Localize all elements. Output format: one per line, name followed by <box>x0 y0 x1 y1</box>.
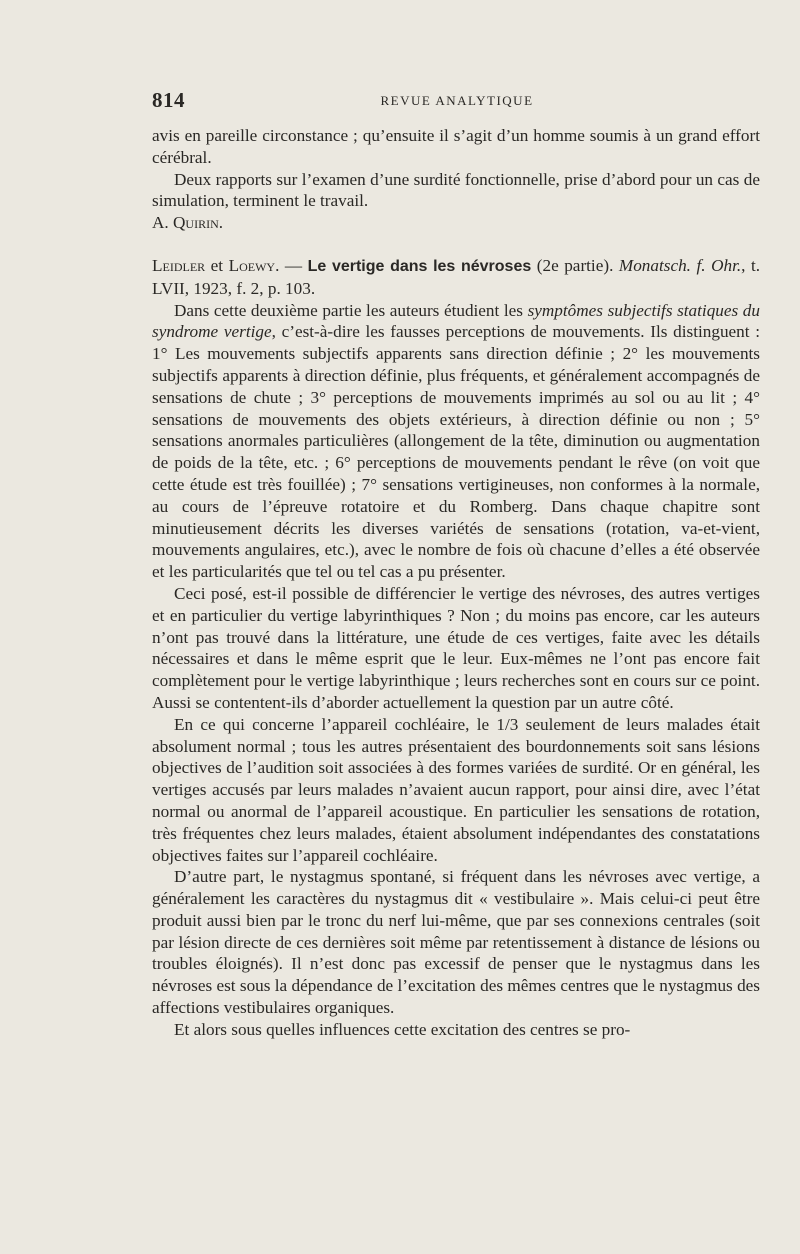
section-gap <box>152 234 760 255</box>
author-name: Loewy <box>228 255 276 275</box>
review-paragraph-2: Ceci posé, est-il possible de différencier le vertige des névroses, des autres vertiges et en particulier du vertige labyrinthiques ? Non ; du moins pas encore, car les auteurs n’ont pas trouvé dans la littérature, une étude de ces vertiges, faite avec les détails nécessaires et dans le même esprit que le leur. Eux-mêmes ne l’ont pas encore fait complètement pour le vertige labyrinthique ; leurs recherches sont en cours sur ce point. Aussi se contentent-ils d’aborder actuellement la question par un autre côté. <box>152 583 760 712</box>
author-name: Leidler <box>152 255 206 275</box>
article-title: Le vertige dans les névroses <box>307 257 532 275</box>
prev-review-signature <box>152 212 760 234</box>
page-header <box>152 88 762 114</box>
title-suffix: (2e partie). <box>531 255 614 275</box>
citation: , t. LVII, 1923, f. 2, p. 103. <box>152 255 761 298</box>
review-paragraph-3: En ce qui concerne l’appareil cochléaire, le 1/3 seulement de leurs malades était absolument normal ; tous les autres présentaient des bourdonnements soit sans lésions objectives de l’audition soit associées à des formes variées de surdité. Or en général, les vertiges accusés par leurs malades n’avaient aucun rapport, pour ainsi dire, avec l’état normal ou anormal de l’appareil acoustique. En particulier les sensations de rotation, très fréquentes chez leurs malades, étaient absolument indépendantes des constatations objectives faites sur l’appareil cochléaire. <box>152 714 760 865</box>
emphasis-text: symptômes subjectifs statiques du syndrome vertige <box>152 300 760 342</box>
prev-review-paragraph: Deux rapports sur l’examen d’une surdité fonctionnelle, prise d’abord pour un cas de simulation, terminent le travail. <box>152 169 760 211</box>
conjunction: et <box>205 255 229 275</box>
signature-text: A. Quirin. <box>152 213 224 233</box>
running-head: REVUE ANALYTIQUE <box>380 93 534 108</box>
paragraph-text: Dans cette deuxième partie les auteurs étudient les <box>174 300 528 320</box>
paragraph-text: , c’est-à-dire les fausses perceptions de mouvements. Ils distinguent : 1° Les mouvements subjectifs apparents sans direction définie ; 2° les mouvements subjectifs apparents à direction définie, plus fréquents, et généralement accompagnés de sensations de chute ; 3° perceptions de mouvements imprimés au sol ou au lit ; 4° sensations de mouvements des objets extérieurs, à direction définie ou non ; 5° sensations anormales particulières (allongement de la tête, diminution ou augmentation de poids de la tête, etc. ; 6° perceptions de mouvements pendant le rêve (on voit que cette étude est très fouillée) ; 7° sensations vertigineuses, non conformes à la normale, au cours de l’épreuve rotatoire et du Romberg. Dans chaque chapitre sont minutieusement décrits les diverses variétés de sensations (rotation, va-et-vient, mouvements angulaires, etc.), avec le nombre de fois où chacune d’elles a été observée et les particularités que tel ou tel cas a pu présenter. <box>152 322 760 582</box>
review-paragraph-4: D’autre part, le nystagmus spontané, si fréquent dans les névroses avec vertige, a généralement les caractères du nystagmus dit « vestibulaire ». Mais celui-ci peut être produit aussi bien par le tronc du nerf lui-même, que par ses connexions centrales (soit par lésion directe de ces dernières soit même par retentissement à distance de lésions ou troubles éloignés). Il n’est donc pas excessif de penser que le nystagmus dans les névroses est sous la dépendance de l’excitation des mêmes centres que le nystagmus des affections vestibulaires organiques. <box>152 867 760 1018</box>
journal-name: Monatsch. f. Ohr. <box>618 255 742 275</box>
review-heading <box>152 255 760 300</box>
review-paragraph-5: Et alors sous quelles influences cette excitation des centres se pro- <box>174 1019 631 1039</box>
review-paragraph-1 <box>152 300 760 583</box>
page-number: 814 <box>152 88 185 112</box>
separator: . — <box>275 255 308 275</box>
prev-review-continuation: avis en pareille circonstance ; qu’ensuite il s’agit d’un homme soumis à un grand effort cérébral. <box>152 126 760 167</box>
body-text <box>152 125 760 1041</box>
